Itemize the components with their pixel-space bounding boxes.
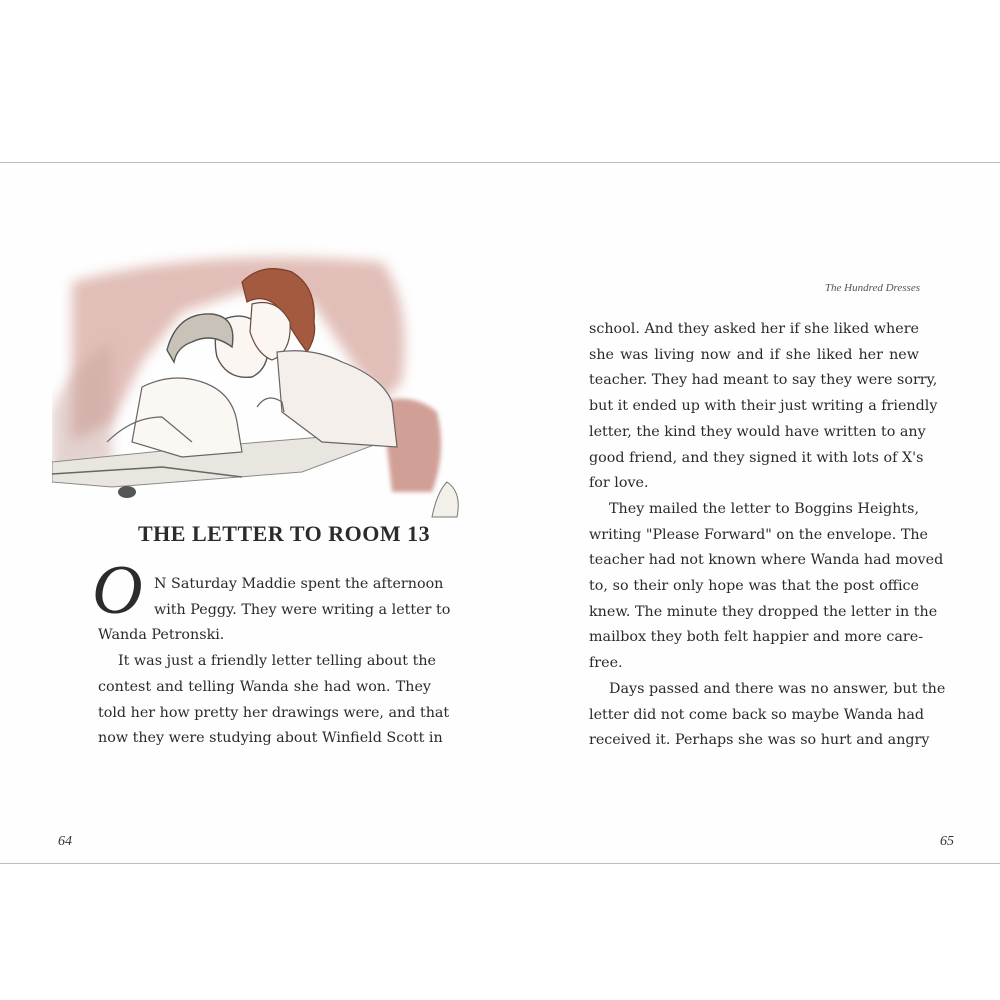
text-line: It was just a friendly letter telling about the (118, 653, 437, 670)
text-line: school. And they asked her if she liked where (589, 321, 919, 337)
page-number-left: 64 (58, 834, 72, 849)
text-line: for love. (589, 475, 649, 492)
running-head: The Hundred Dresses (824, 282, 920, 294)
text-line: with Peggy. They were writing a letter to (154, 601, 451, 618)
text-line: teacher had not known where Wanda had moved (589, 552, 944, 569)
text-line: mailbox they both felt happier and more care- (589, 629, 924, 646)
text-line: she was living now and if she liked her new (589, 346, 919, 363)
text-line: Days passed and there was no answer, but the (609, 680, 946, 697)
right-page-text (589, 317, 946, 754)
text-line: but it ended up with their just writing a friendly (589, 398, 938, 415)
drop-cap: O (92, 552, 143, 629)
chapter-illustration (52, 242, 472, 527)
text-line: told her how pretty her drawings were, and that (98, 704, 450, 721)
text-line: Wanda Petronski. (98, 627, 225, 644)
text-line: letter, the kind they would have written to any (589, 423, 926, 440)
text-line: good friend, and they signed it with lots of X's (589, 449, 924, 466)
text-line: contest and telling Wanda she had won. They (98, 678, 431, 695)
text-line: letter did not come back so maybe Wanda had (589, 706, 925, 723)
left-page-text (98, 572, 451, 752)
text-line: free. (589, 655, 623, 672)
text-line: knew. The minute they dropped the letter in the (589, 603, 938, 620)
text-line: now they were studying about Winfield Scott in (98, 730, 443, 747)
text-line: teacher. They had meant to say they were sorry, (589, 372, 938, 389)
page-number-right: 65 (940, 834, 954, 849)
text-line: writing "Please Forward" on the envelope. The (589, 526, 929, 543)
text-line: They mailed the letter to Boggins Heights, (609, 500, 919, 517)
text-line: to, so their only hope was that the post office (589, 578, 919, 595)
chapter-title: THE LETTER TO ROOM 13 (138, 521, 431, 546)
text-line: received it. Perhaps she was so hurt and angry (589, 732, 930, 749)
text-line: N Saturday Maddie spent the afternoon (154, 576, 444, 592)
